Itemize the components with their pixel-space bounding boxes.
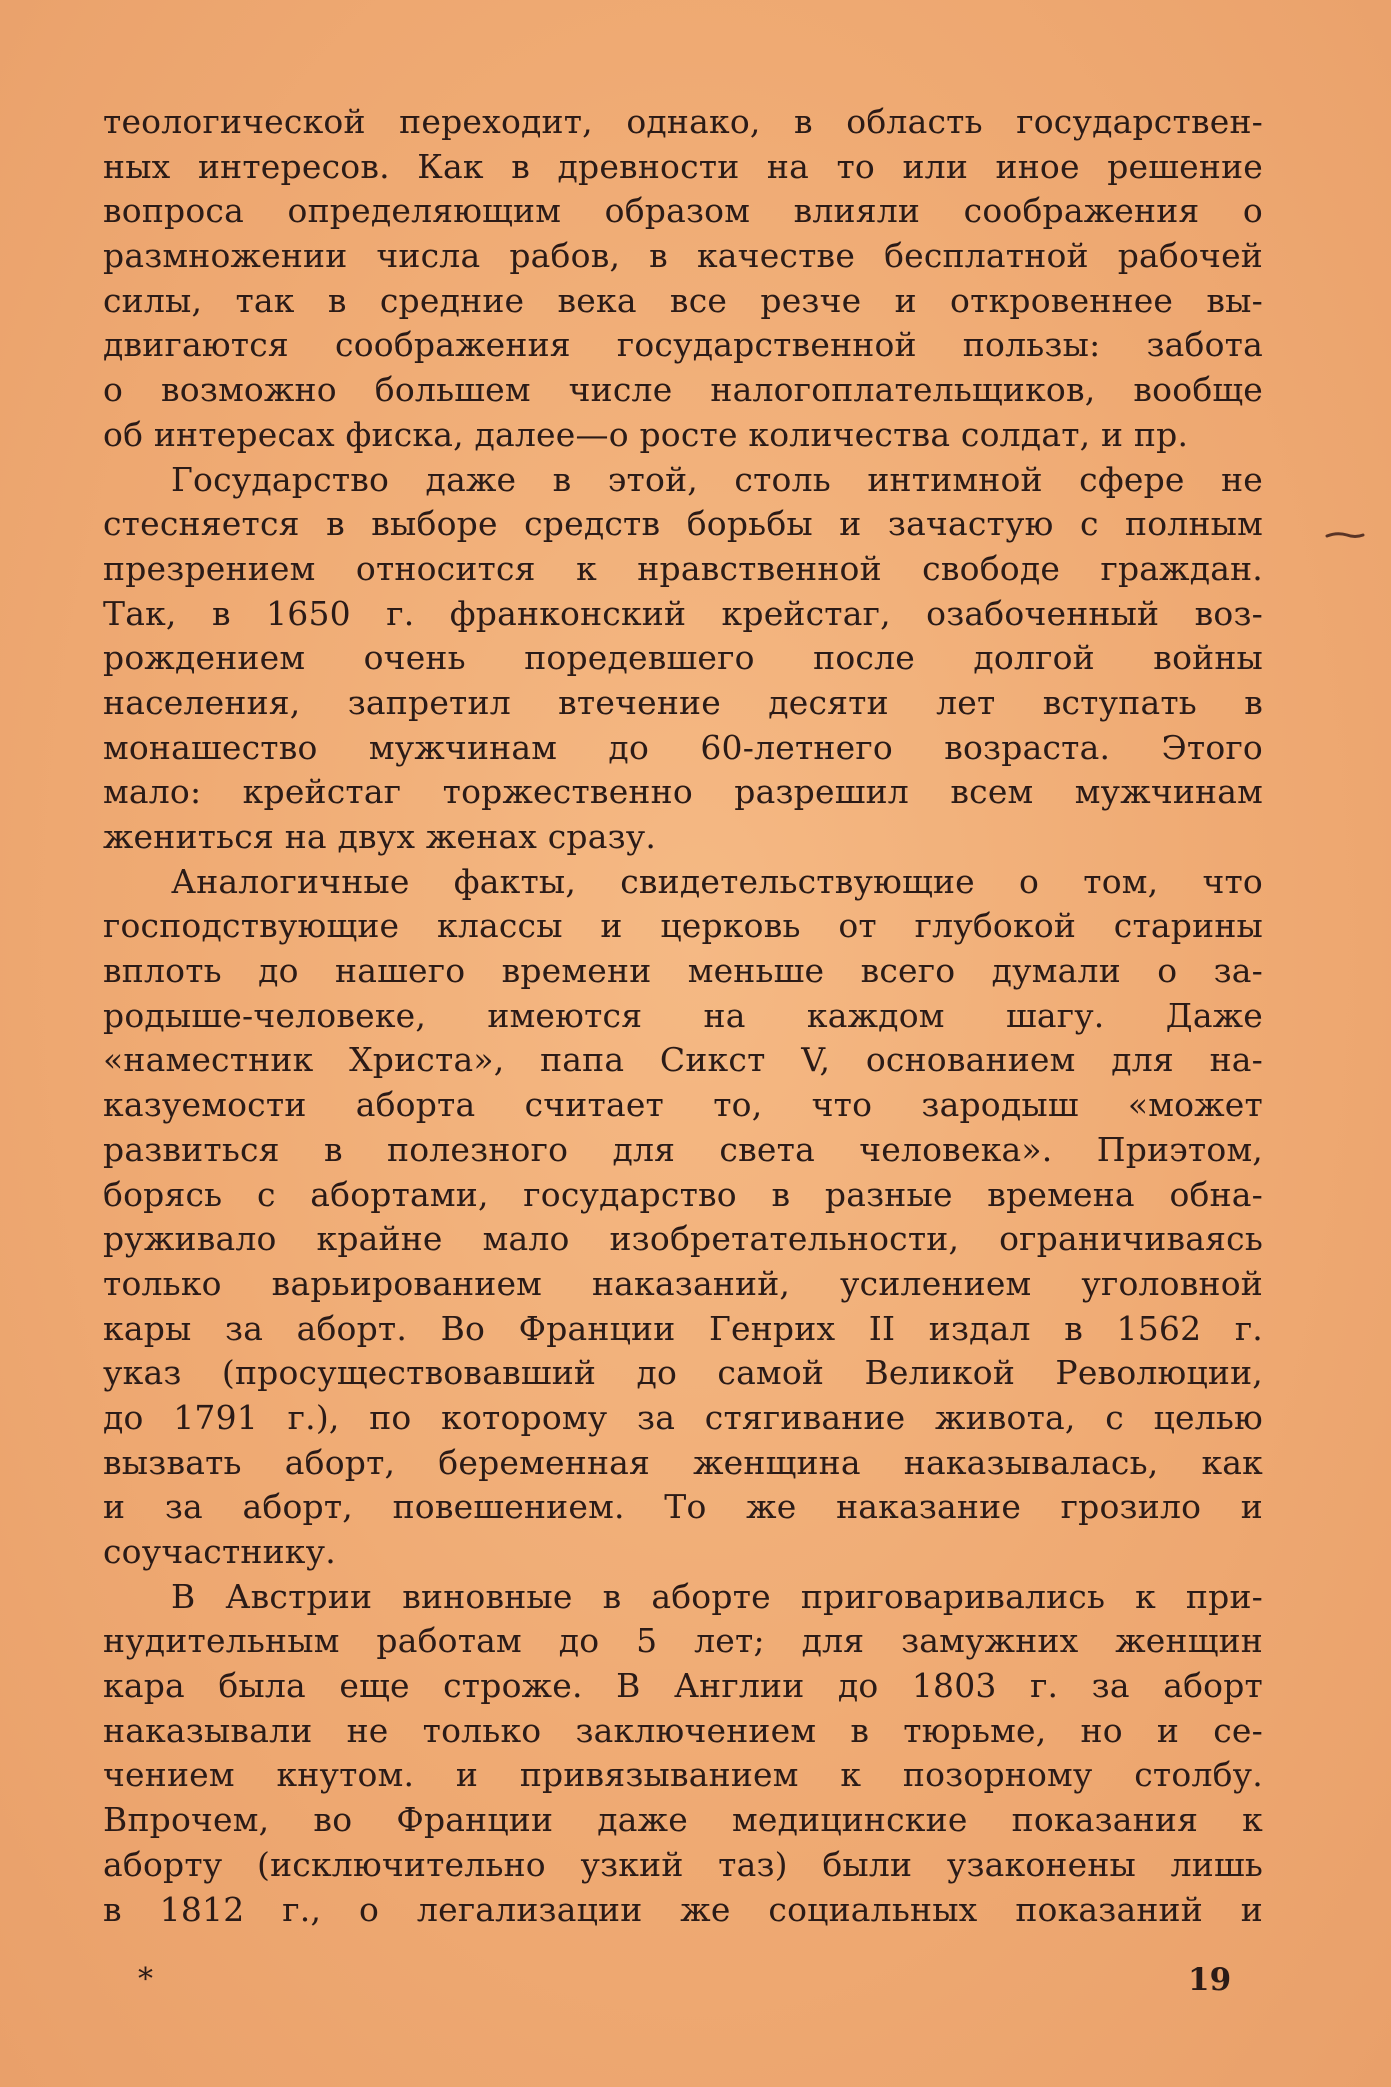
text-line: руживало крайне мало изобретательности, ограничиваясь xyxy=(103,1219,1263,1259)
text-line: чением кнутом. и привязыванием к позорному столбу. xyxy=(103,1755,1263,1795)
text-line: родыше-человеке, имеются на каждом шагу. Даже xyxy=(103,995,1263,1035)
text-line: соучастнику. xyxy=(103,1532,336,1571)
text-line: населения, запретил втечение десяти лет вступать в xyxy=(103,682,1263,722)
page-number: 19 xyxy=(1188,1962,1232,1998)
margin-mark-icon xyxy=(1325,531,1365,541)
text-line: двигаются соображения государственной пользы: забота xyxy=(103,325,1263,365)
paragraph xyxy=(103,860,1263,1575)
text-line: Государство даже в этой, столь интимной сфере не xyxy=(171,459,1263,499)
text-line: вплоть до нашего времени меньше всего думали о за- xyxy=(103,951,1263,991)
text-line: кара была еще строже. В Англии до 1803 г. за аборт xyxy=(103,1666,1263,1706)
text-line: до 1791 г.), по которому за стягивание живота, с целью xyxy=(103,1397,1263,1437)
paragraph xyxy=(103,458,1263,860)
paragraph xyxy=(103,1575,1263,1933)
signature-mark: * xyxy=(138,1962,153,1997)
text-line: борясь с абортами, государство в разные времена обна- xyxy=(103,1174,1263,1214)
text-line: об интересах фиска, далее—о росте количества солдат, и пр. xyxy=(103,414,1189,454)
text-line: стесняется в выборе средств борьбы и зачастую с полным xyxy=(103,504,1263,544)
text-line: Впрочем, во Франции даже медицинские показания к xyxy=(103,1800,1263,1840)
text-line: наказывали не только заключением в тюрьме, но и се- xyxy=(103,1710,1263,1750)
text-line: кары за аборт. Во Франции Генрих II издал в 1562 г. xyxy=(103,1308,1263,1348)
text-line: жениться на двух женах сразу. xyxy=(103,817,657,856)
paragraph xyxy=(103,100,1263,458)
text-line: силы, так в средние века все резче и откровеннее вы- xyxy=(103,280,1263,320)
page-body xyxy=(103,100,1263,1932)
text-line: развиться в полезного для света человека». Приэтом, xyxy=(103,1129,1263,1169)
text-line: «наместник Христа», папа Сикст V, основанием для на- xyxy=(103,1040,1263,1080)
text-line: казуемости аборта считает то, что зародыш «может xyxy=(103,1085,1263,1125)
text-line: рождением очень поредевшего после долгой войны xyxy=(103,638,1263,678)
text-line: указ (просуществовавший до самой Великой Революции, xyxy=(103,1353,1263,1393)
text-line: размножении числа рабов, в качестве бесплатной рабочей xyxy=(103,236,1263,276)
text-line: Аналогичные факты, свидетельствующие о том, что xyxy=(171,861,1263,901)
text-line: презрением относится к нравственной свободе граждан. xyxy=(103,548,1263,588)
text-line: господствующие классы и церковь от глубокой старины xyxy=(103,906,1263,946)
text-line: теологической переходит, однако, в область государствен- xyxy=(103,102,1263,141)
text-line: монашество мужчинам до 60-летнего возраста. Этого xyxy=(103,727,1263,767)
text-line: ных интересов. Как в древности на то или иное решение xyxy=(103,146,1263,186)
text-line: мало: крейстаг торжественно разрешил всем мужчинам xyxy=(103,772,1263,812)
text-line: аборту (исключительно узкий таз) были узаконены лишь xyxy=(103,1844,1263,1884)
text-line: и за аборт, повешением. То же наказание грозило и xyxy=(103,1487,1263,1527)
text-line: вопроса определяющим образом влияли соображения о xyxy=(103,191,1263,231)
text-line: нудительным работам до 5 лет; для замужних женщин xyxy=(103,1621,1263,1661)
text-line: о возможно большем числе налогоплательщиков, вообще xyxy=(103,370,1263,410)
text-line: В Австрии виновные в аборте приговаривались к при- xyxy=(171,1576,1263,1616)
text-line: Так, в 1650 г. франконский крейстаг, озабоченный воз- xyxy=(103,593,1263,633)
text-line: в 1812 г., о легализации же социальных показаний и xyxy=(103,1889,1263,1929)
text-line: только варьированием наказаний, усилением уголовной xyxy=(103,1263,1263,1303)
text-line: вызвать аборт, беременная женщина наказывалась, как xyxy=(103,1442,1263,1482)
